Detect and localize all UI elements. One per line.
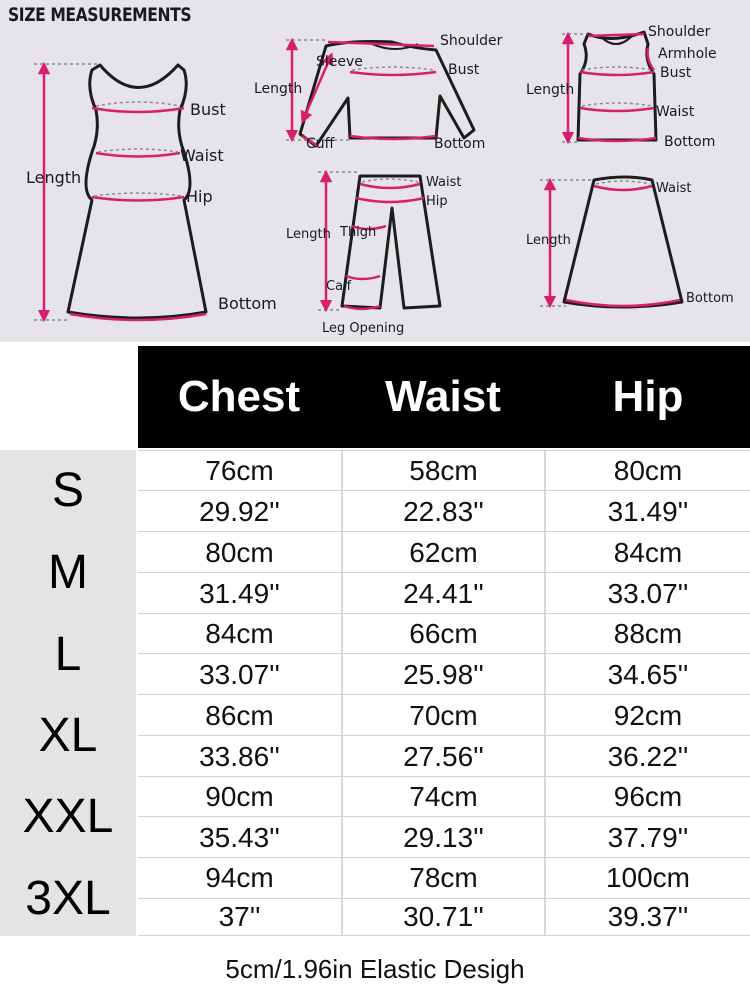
size-label-xxl: XXL: [22, 790, 114, 843]
table-cell: 35.43'': [199, 822, 280, 853]
garment-diagrams: [0, 0, 750, 342]
dress-diagram: [26, 64, 277, 320]
table-cell: 29.92'': [199, 496, 280, 527]
table-cell: 34.65'': [607, 659, 689, 690]
pants-length-label: Length: [286, 227, 331, 242]
diagram-title: SIZE MEASUREMENTS: [8, 4, 192, 26]
table-cell: 84cm: [613, 537, 683, 568]
table-cell: 37.79'': [607, 822, 689, 853]
table-cell: 62cm: [409, 537, 478, 568]
table-cell: 66cm: [409, 618, 478, 649]
skirt-waist-label: Waist: [656, 181, 692, 196]
table-cell: 29.13'': [403, 822, 484, 853]
dress-hip-label: Hip: [186, 187, 213, 206]
pants-leg-opening-label: Leg Opening: [322, 321, 405, 336]
table-cell: 30.71'': [403, 901, 484, 932]
elastic-design-note: 5cm/1.96in Elastic Desigh: [225, 954, 525, 984]
vest-bust-label: Bust: [660, 65, 692, 81]
pants-diagram: [286, 172, 461, 336]
table-cell: 76cm: [205, 455, 274, 486]
table-cell: 78cm: [409, 862, 478, 893]
vest-bottom-label: Bottom: [664, 134, 716, 150]
dress-waist-label: Waist: [180, 146, 224, 165]
top-diagram: [254, 33, 503, 152]
size-diagram-panel: [0, 0, 750, 342]
pants-waist-label: Waist: [426, 175, 462, 190]
top-sleeve-label: Sleeve: [316, 54, 363, 70]
header-hip: Hip: [612, 372, 684, 421]
table-cell: 25.98'': [403, 659, 484, 690]
table-cell: 80cm: [613, 455, 683, 486]
top-bust-label: Bust: [448, 62, 480, 78]
skirt-bottom-label: Bottom: [686, 291, 734, 306]
vest-diagram: [526, 24, 717, 150]
vest-shoulder-label: Shoulder: [648, 24, 711, 40]
pants-calf-label: Calf: [326, 279, 352, 294]
vest-armhole-label: Armhole: [658, 46, 717, 62]
table-cell: 70cm: [409, 700, 478, 731]
size-label-l: L: [54, 628, 82, 681]
table-cell: 90cm: [205, 781, 274, 812]
table-cell: 80cm: [205, 537, 274, 568]
size-label-m: M: [48, 546, 88, 599]
dress-bust-label: Bust: [190, 100, 226, 119]
table-cell: 88cm: [613, 618, 683, 649]
skirt-diagram: [526, 177, 734, 307]
table-cell: 33.86'': [199, 741, 280, 772]
top-bottom-label: Bottom: [434, 136, 486, 152]
size-label-xl: XL: [38, 709, 98, 762]
header-waist: Waist: [385, 372, 501, 421]
table-cell: 24.41'': [403, 578, 484, 609]
table-cell: 31.49'': [199, 578, 280, 609]
top-shoulder-label: Shoulder: [440, 33, 503, 49]
table-cell: 100cm: [605, 862, 691, 893]
table-cell: 37'': [218, 901, 261, 932]
vest-length-label: Length: [526, 82, 575, 98]
size-label-3xl: 3XL: [25, 872, 111, 925]
table-cell: 39.37'': [607, 901, 689, 932]
table-cell: 96cm: [613, 781, 683, 812]
table-cell: 33.07'': [607, 578, 689, 609]
top-length-label: Length: [254, 81, 303, 97]
size-label-s: S: [51, 464, 84, 517]
dress-bottom-label: Bottom: [218, 294, 277, 313]
dress-length-label: Length: [26, 168, 82, 187]
table-cell: 33.07'': [199, 659, 280, 690]
table-cell: 36.22'': [607, 741, 689, 772]
table-cell: 86cm: [205, 700, 274, 731]
table-cell: 27.56'': [403, 741, 484, 772]
table-cell: 22.83'': [403, 496, 484, 527]
header-chest: Chest: [177, 372, 301, 421]
skirt-length-label: Length: [526, 233, 571, 248]
pants-thigh-label: Thigh: [340, 225, 377, 240]
table-cell: 92cm: [613, 700, 683, 731]
top-cuff-label: Cuff: [306, 136, 335, 152]
pants-hip-label: Hip: [426, 194, 448, 209]
table-cell: 84cm: [205, 618, 274, 649]
table-cell: 94cm: [205, 862, 274, 893]
table-cell: 31.49'': [607, 496, 689, 527]
table-cell: 74cm: [409, 781, 478, 812]
table-cell: 58cm: [409, 455, 478, 486]
vest-waist-label: Waist: [656, 104, 695, 120]
